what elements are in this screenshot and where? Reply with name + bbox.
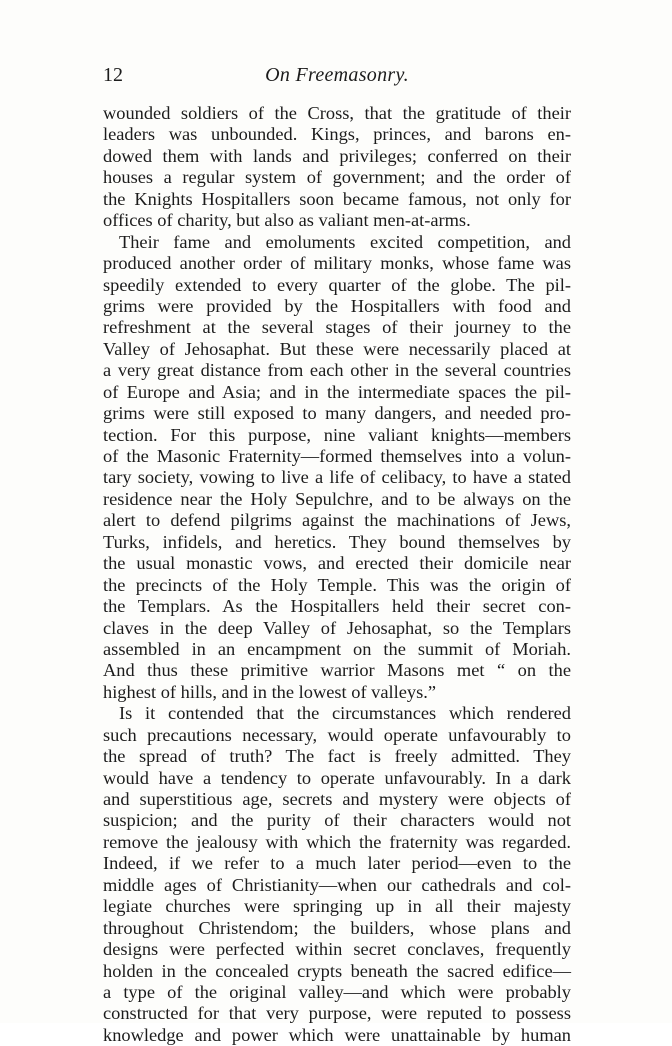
text-line: Indeed, if we refer to a much later period—even to the xyxy=(103,853,571,874)
text-line: grims were provided by the Hospitallers with food and xyxy=(103,295,571,316)
text-line: refreshment at the several stages of their journey to the xyxy=(103,317,571,338)
text-line: a type of the original valley—and which were probably xyxy=(103,981,571,1002)
text-line: legiate churches were springing up in all their majesty xyxy=(103,896,571,917)
text-line: residence near the Holy Sepulchre, and to be always on the xyxy=(103,488,571,509)
text-line: houses a regular system of government; and the order of xyxy=(103,167,571,188)
text-line: And thus these primitive warrior Masons met “ on the xyxy=(103,660,571,681)
page-number: 12 xyxy=(103,64,123,86)
text-line: produced another order of military monks, whose fame was xyxy=(103,253,571,274)
text-line: would have a tendency to operate unfavourably. In a dark xyxy=(103,767,571,788)
body-text xyxy=(103,103,571,1046)
text-line: the Knights Hospitallers soon became famous, not only for xyxy=(103,188,571,209)
running-title: On Freemasonry. xyxy=(265,64,409,86)
text-line: knowledge and power which were unattainable by human xyxy=(103,1024,571,1045)
text-line: assembled in an encampment on the summit of Moriah. xyxy=(103,638,571,659)
text-line: designs were perfected within secret conclaves, frequently xyxy=(103,939,571,960)
text-line: Valley of Jehosaphat. But these were necessarily placed at xyxy=(103,338,571,359)
text-line: suspicion; and the purity of their characters would not xyxy=(103,810,571,831)
text-line: offices of charity, but also as valiant men-at-arms. xyxy=(103,210,471,231)
text-line: such precautions necessary, would operate unfavourably to xyxy=(103,724,571,745)
text-line: constructed for that very purpose, were reputed to possess xyxy=(103,1003,571,1024)
text-line: middle ages of Christianity—when our cathedrals and col- xyxy=(103,874,571,895)
text-line: the Templars. As the Hospitallers held their secret con- xyxy=(103,596,571,617)
text-line: wounded soldiers of the Cross, that the gratitude of their xyxy=(103,103,571,123)
text-line: tection. For this purpose, nine valiant knights—members xyxy=(103,424,571,445)
text-line: speedily extended to every quarter of the globe. The pil- xyxy=(103,274,571,295)
text-line: Their fame and emoluments excited competition, and xyxy=(119,231,571,252)
text-line: tary society, vowing to live a life of celibacy, to have a stated xyxy=(103,467,571,488)
text-line: alert to defend pilgrims against the machinations of Jews, xyxy=(103,510,571,531)
text-line: dowed them with lands and privileges; conferred on their xyxy=(103,145,571,166)
text-line: the usual monastic vows, and erected their domicile near xyxy=(103,553,571,574)
text-line: the precincts of the Holy Temple. This was the origin of xyxy=(103,574,571,595)
text-line: the spread of truth? The fact is freely admitted. They xyxy=(103,746,571,767)
text-line: of Europe and Asia; and in the intermediate spaces the pil- xyxy=(103,381,571,402)
text-line: throughout Christendom; the builders, whose plans and xyxy=(103,917,571,938)
text-line: a very great distance from each other in the several countries xyxy=(103,360,571,381)
text-line: leaders was unbounded. Kings, princes, and barons en- xyxy=(103,124,571,145)
text-line: Turks, infidels, and heretics. They bound themselves by xyxy=(103,531,571,552)
text-line: remove the jealousy with which the fraternity was regarded. xyxy=(103,831,571,852)
text-line: highest of hills, and in the lowest of valleys.” xyxy=(103,681,437,702)
text-line: and superstitious age, secrets and mystery were objects of xyxy=(103,789,571,809)
text-line: holden in the concealed crypts beneath the sacred edifice— xyxy=(103,960,571,981)
page-header xyxy=(103,64,571,92)
text-line: claves in the deep Valley of Jehosaphat, so the Templars xyxy=(103,617,571,638)
text-line: grims were still exposed to many dangers, and needed pro- xyxy=(103,403,571,424)
text-line: Is it contended that the circumstances which rendered xyxy=(119,703,571,724)
text-line: of the Masonic Fraternity—formed themselves into a volun- xyxy=(103,446,571,466)
